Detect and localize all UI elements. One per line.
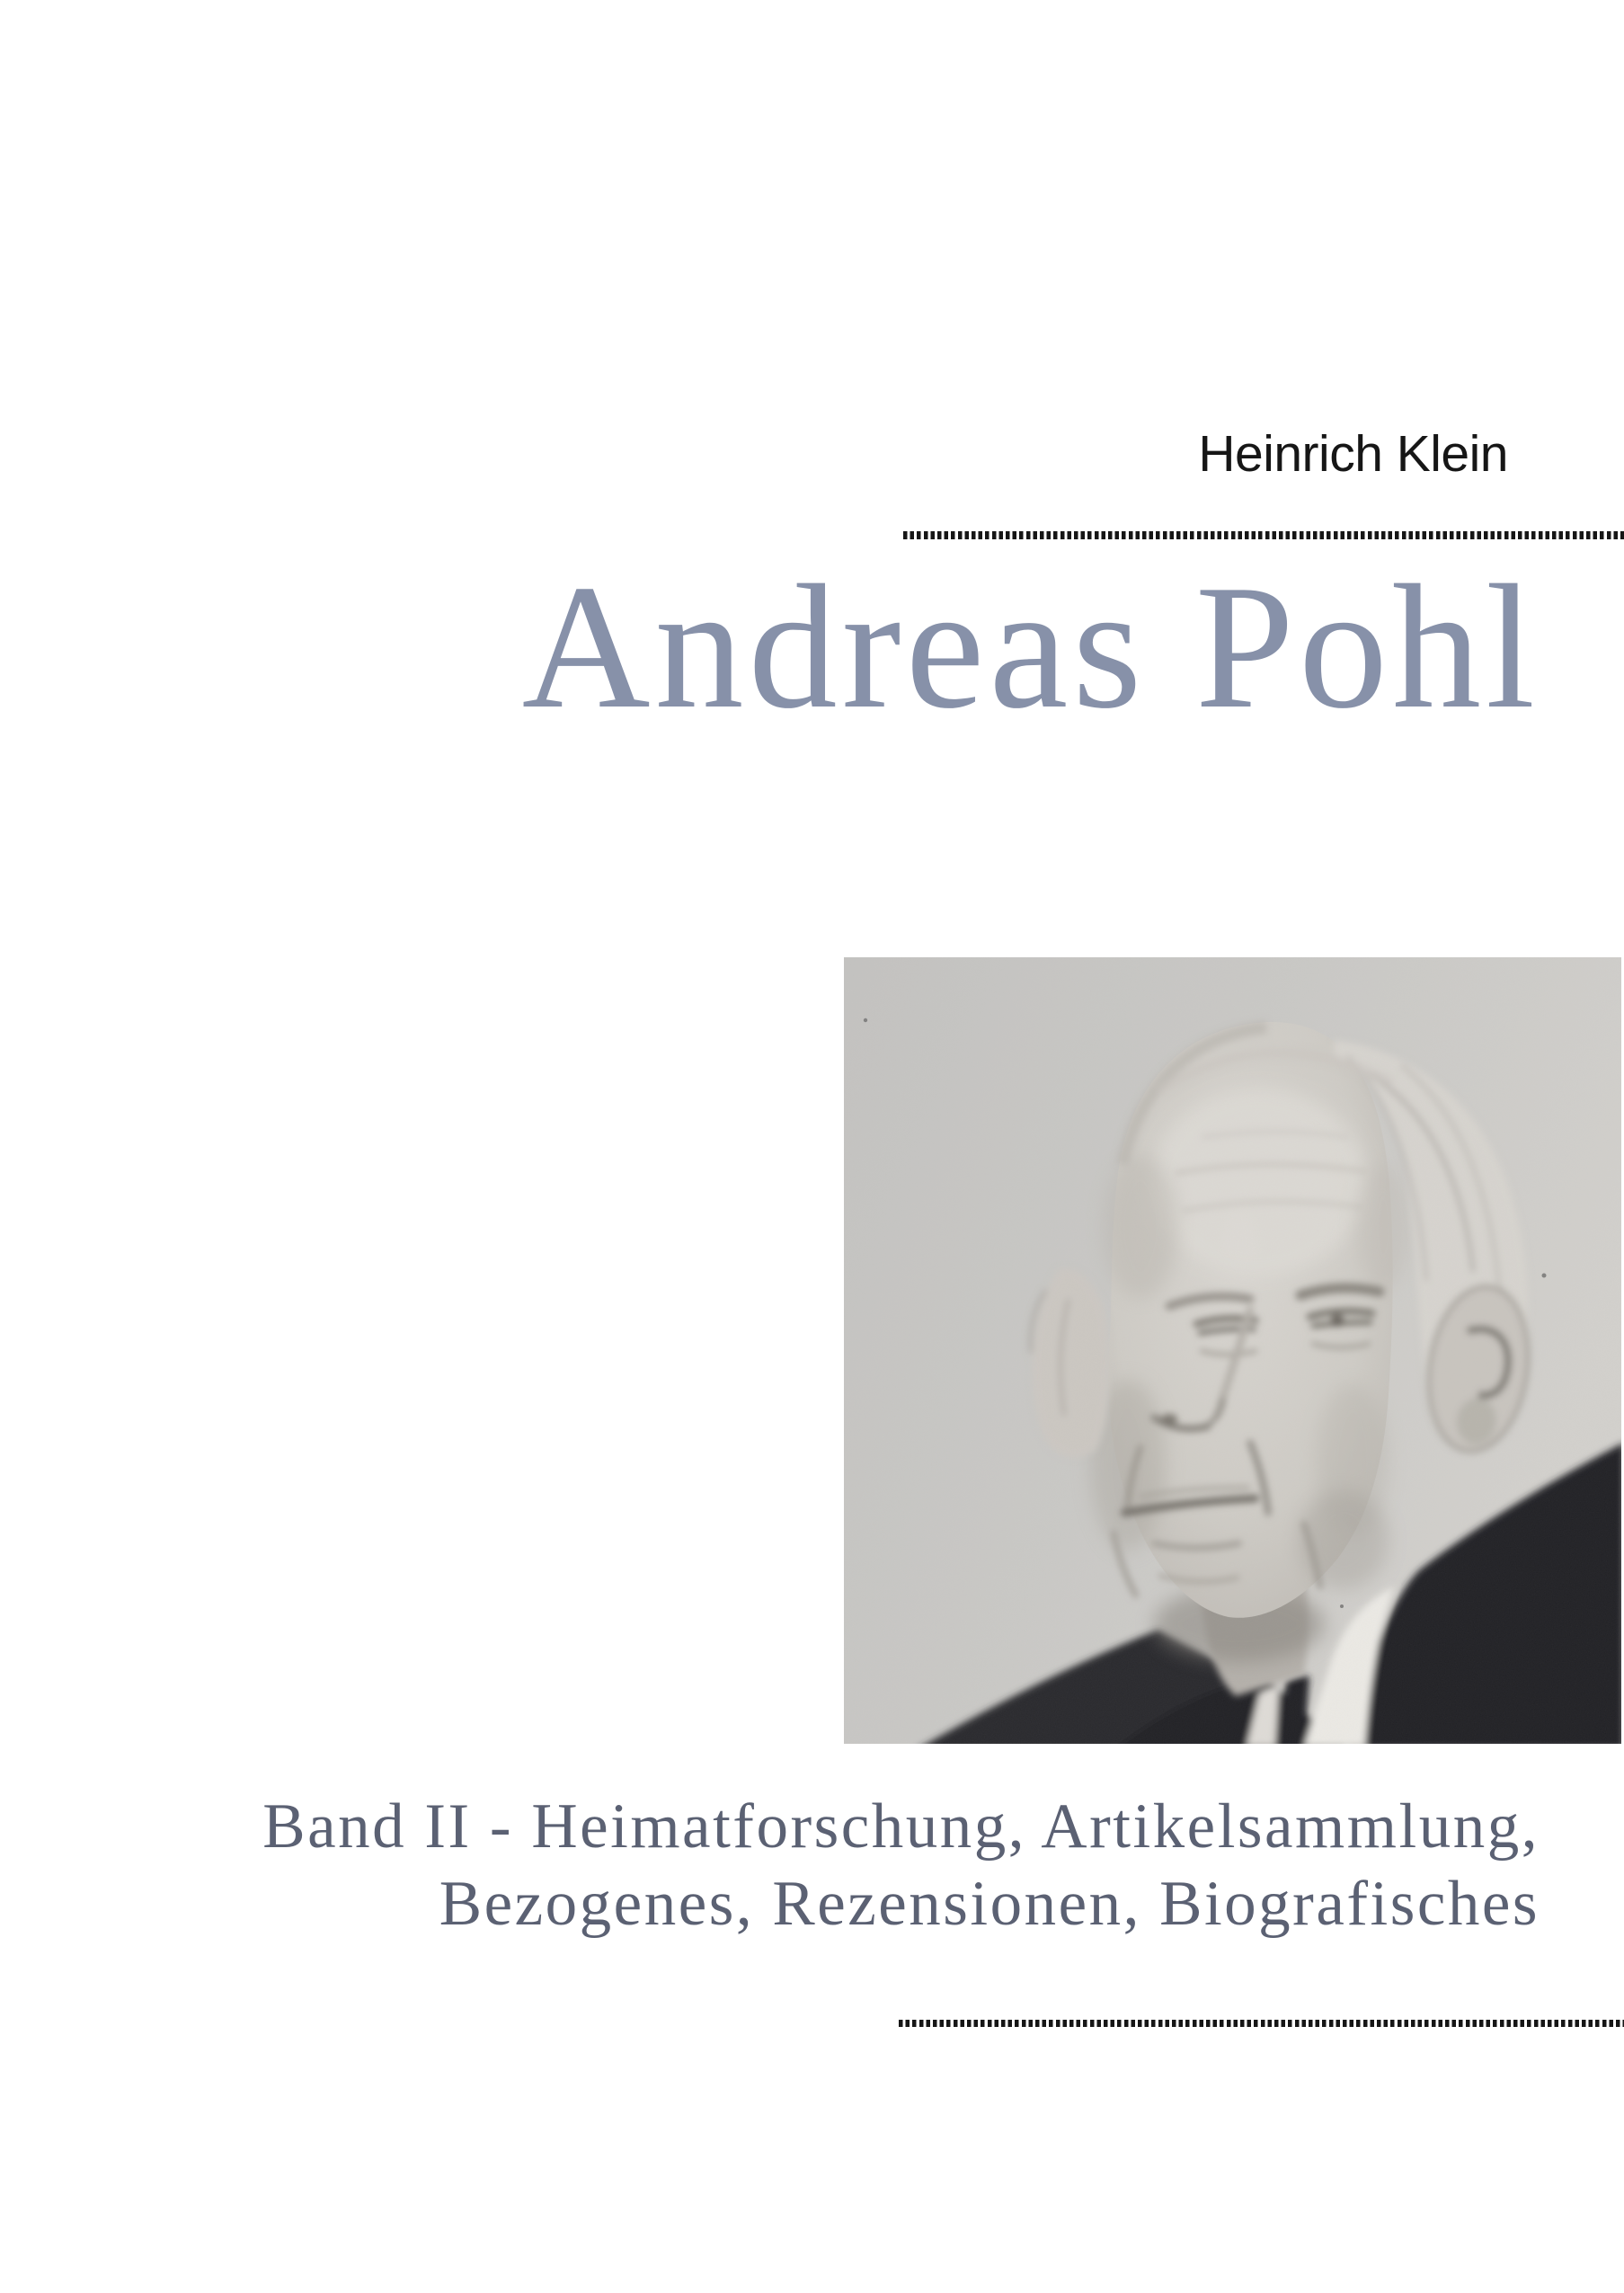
portrait-photo	[844, 957, 1621, 1744]
portrait-photo-svg	[844, 957, 1621, 1744]
book-title: Andreas Pohl	[521, 548, 1540, 745]
film-grain	[844, 957, 1621, 1744]
subtitle	[262, 1788, 1540, 1942]
bottom-dotted-divider	[899, 2020, 1624, 2027]
subtitle-line-2: Bezogenes, Rezensionen, Biografisches	[439, 1869, 1540, 1939]
top-dotted-divider	[903, 531, 1624, 539]
subtitle-line-1: Band II - Heimatforschung, Artikelsammlung,	[262, 1791, 1540, 1862]
author-name: Heinrich Klein	[1198, 425, 1508, 483]
